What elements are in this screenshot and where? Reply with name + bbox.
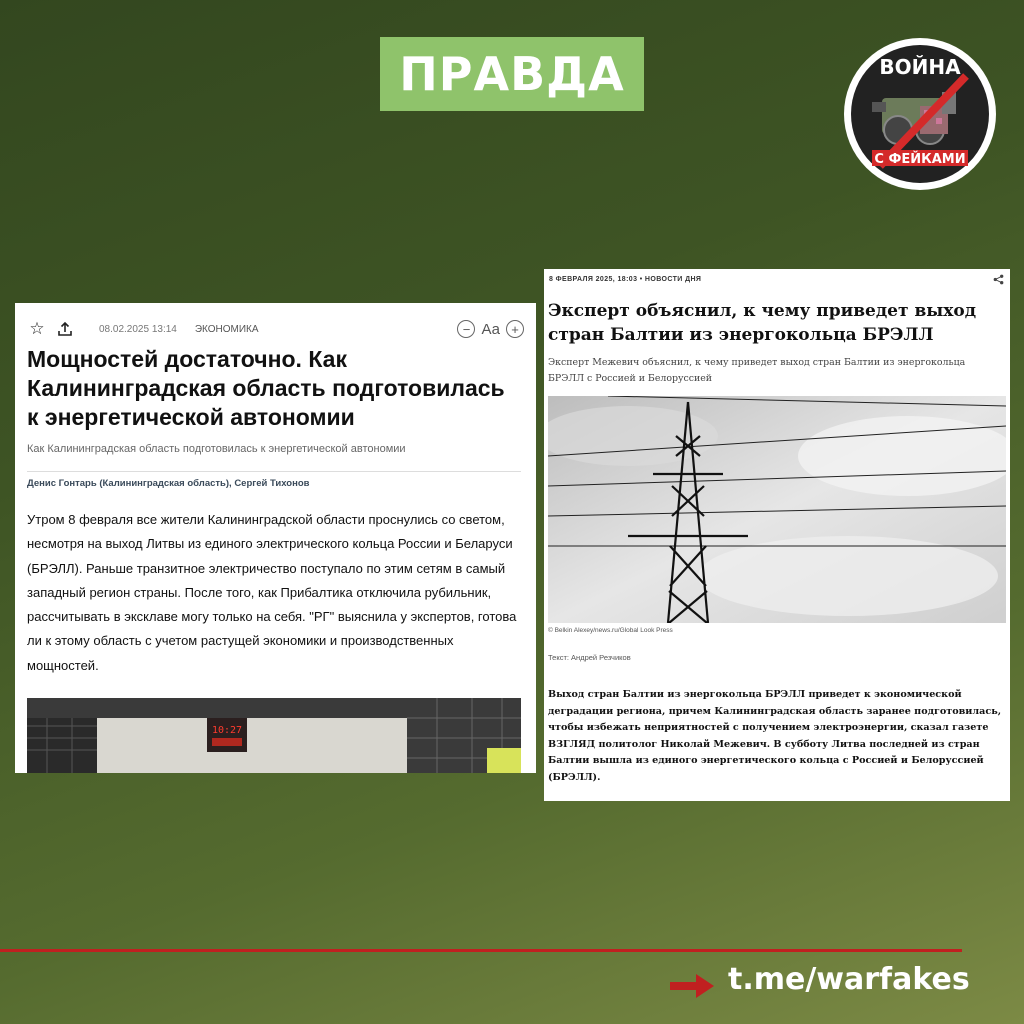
article-subtitle: Как Калининградская область подготовилась к энергетической автономии bbox=[27, 443, 406, 455]
article-title: Эксперт объяснил, к чему приведет выход стран Балтии из энергокольца БРЭЛЛ bbox=[548, 301, 977, 345]
right-article-card bbox=[544, 269, 1010, 801]
article-title: Мощностей достаточно. Как Калининградская область подготовилась к энергетической автономии bbox=[27, 346, 505, 430]
arrow-right-icon bbox=[670, 972, 716, 1000]
left-article-card bbox=[15, 303, 536, 773]
article-body: Утром 8 февраля все жители Калининградской области проснулись со светом, несмотря на выход Литвы из единого электрического кольца России и Беларуси (БРЭЛЛ). Раньше транзитное электричество поступало по этим сетям в самый западный регион страны. После того, как Прибалтика отключила рубильник, рассчитывать в эксклаве могу только на себя. "РГ" выяснила у экспертов, готова ли к этому область с учетом растущей экономики и производственных мощностей. bbox=[27, 512, 517, 673]
article-authors[interactable]: Денис Гонтарь (Калининградская область), Сергей Тихонов bbox=[27, 478, 310, 489]
article-meta: 8 ФЕВРАЛЯ 2025, 18:03 • НОВОСТИ ДНЯ bbox=[549, 276, 702, 283]
star-icon[interactable]: ☆ bbox=[29, 319, 45, 338]
logo-top-text: ВОЙНА bbox=[879, 55, 961, 79]
share-icon[interactable] bbox=[993, 274, 1004, 288]
logo-bottom-text: С ФЕЙКАМИ bbox=[874, 152, 966, 167]
telegram-link[interactable]: t.me/warfakes bbox=[728, 962, 970, 997]
article-category[interactable]: ЭКОНОМИКА bbox=[194, 323, 259, 335]
zoom-in-icon[interactable]: + bbox=[506, 320, 524, 338]
zoom-out-icon[interactable]: − bbox=[457, 320, 475, 338]
article-photo bbox=[27, 698, 521, 773]
article-toolbar bbox=[27, 319, 524, 339]
photo-credit: © Belkin Alexey/news.ru/Global Look Press bbox=[548, 627, 673, 634]
font-size-label[interactable]: Аа bbox=[481, 320, 500, 338]
pravda-badge: ПРАВДА bbox=[380, 37, 644, 111]
clock-display: 10:27 bbox=[211, 725, 243, 736]
war-on-fakes-logo bbox=[842, 36, 998, 192]
divider bbox=[27, 471, 521, 472]
footer-divider bbox=[0, 949, 962, 952]
article-body: Выход стран Балтии из энергокольца БРЭЛЛ приведет к экономической деградации региона, причем Калининградская область заранее подготовилась, чтобы избежать неприятностей с получением электроэнергии, сказал газете ВЗГЛЯД политолог Николай Межевич. В субботу Литва последней из стран Балтии вышла из единого энергетического кольца с Россией и Белоруссией (БРЭЛЛ). bbox=[548, 689, 1002, 783]
article-lead: Эксперт Межевич объяснил, к чему приведет выход стран Балтии из энергокольца БРЭЛЛ с Россией и Белоруссией bbox=[548, 357, 966, 384]
power-line-photo bbox=[548, 396, 1006, 623]
article-date: 08.02.2025 13:14 bbox=[99, 323, 177, 335]
share-icon[interactable] bbox=[55, 319, 75, 339]
article-author: Текст: Андрей Резчиков bbox=[548, 653, 631, 662]
